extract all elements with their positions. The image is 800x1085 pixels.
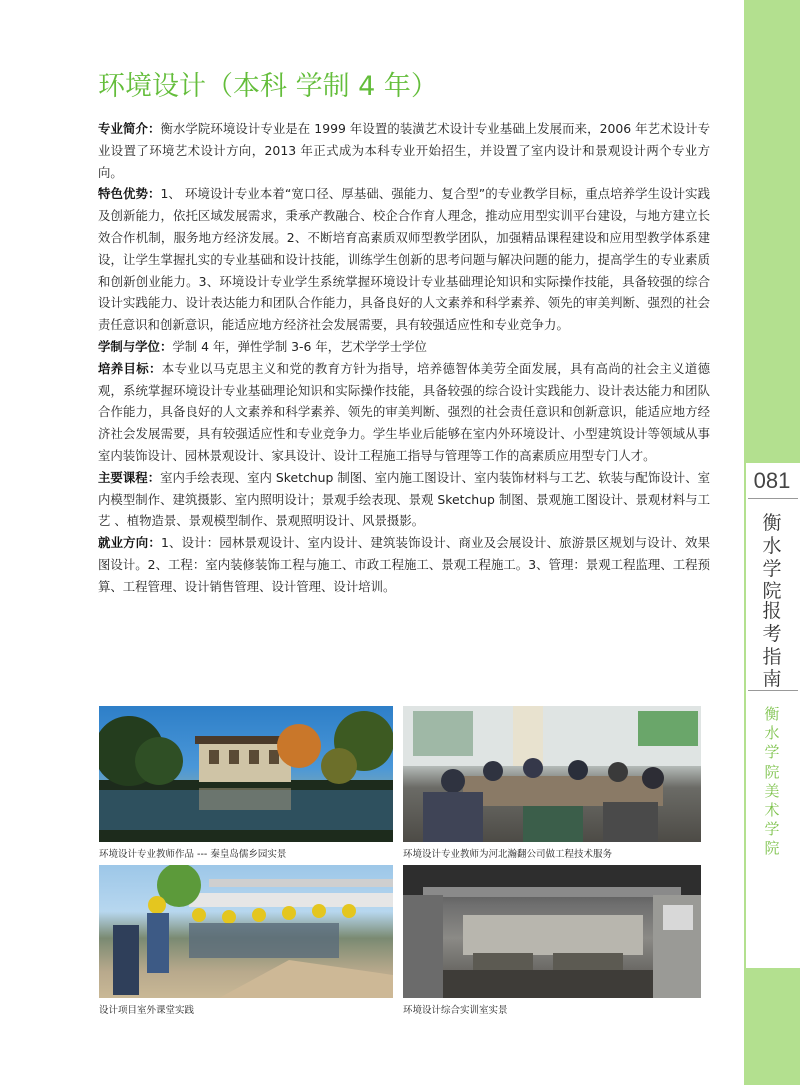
outdoor-illustration [99, 865, 393, 998]
page-number: 081 [753, 468, 791, 493]
meeting-illustration [403, 706, 701, 842]
section-label: 就业方向： [98, 535, 161, 551]
sidebar-char: 指 [762, 645, 782, 668]
photo-outdoor-class [99, 865, 393, 998]
sidebar-char: 水 [762, 534, 782, 557]
sidebar-char: 水 [764, 724, 780, 743]
section-label: 培养目标： [98, 360, 162, 376]
landscape-illustration [99, 706, 393, 842]
body-text [98, 118, 710, 598]
section-degree [98, 336, 710, 358]
sidebar-char: 美 [764, 781, 780, 800]
photo-caption: 环境设计综合实训室实景 [403, 1005, 508, 1016]
sidebar-char: 院 [764, 762, 780, 781]
sidebar-divider [748, 690, 798, 691]
section-label: 专业简介： [98, 121, 161, 136]
sidebar-divider [748, 498, 798, 499]
sidebar-char: 学 [764, 820, 780, 839]
section-careers [98, 532, 710, 597]
section-intro [98, 118, 710, 183]
sidebar-green-band-top [744, 0, 800, 463]
sidebar-guide-label [744, 600, 800, 691]
sidebar-char: 学 [762, 557, 782, 580]
photo-meeting-room [403, 706, 701, 842]
section-label: 特色优势： [98, 186, 161, 202]
sidebar [744, 0, 800, 1085]
sidebar-char: 衡 [764, 705, 780, 723]
section-text: 室内手绘表现、室内 Sketchup 制图、室内施工图设计、室内装饰材料与工艺、软装与配饰设计、室内模型制作、建筑摄影、室内照明设计；景观手绘表现、景观 Sketchup 制图、景观施工图设计、景观材料与工艺 、植物造景、景观模型制作、景观照明设计、风景摄影。 [98, 469, 711, 529]
sidebar-char: 院 [762, 580, 782, 603]
section-text: 学制 4 年，弹性学制 3-6 年，艺术学学士学位 [172, 338, 427, 354]
sidebar-char: 院 [764, 839, 780, 858]
sidebar-char: 考 [762, 622, 782, 645]
sidebar-school-name [744, 512, 800, 603]
section-label: 学制与学位： [98, 338, 173, 354]
section-label: 主要课程： [98, 469, 161, 485]
sidebar-green-band-bottom [744, 968, 800, 1085]
photo-training-lab [403, 865, 701, 998]
sidebar-char: 术 [764, 800, 780, 819]
page-title: 环境设计（本科 学制 4 年） [98, 71, 438, 102]
sidebar-char: 衡 [762, 512, 782, 534]
lab-illustration [403, 865, 701, 998]
section-text: 衡水学院环境设计专业是在 1999 年设置的装潢艺术设计专业基础上发展而来，2006 年艺术设计专业设置了环境艺术设计方向，2013 年正式成为本科专业开始招生，并设置了室内设计和景观设计两个专业方向。 [98, 121, 710, 180]
section-features [98, 183, 710, 336]
section-text: 本专业以马克思主义和党的教育方针为指导，培养德智体美劳全面发展，具有高尚的社会主义道德观，系统掌握环境设计专业基础理论知识和实际操作技能，具备较强的综合设计实践能力、设计表达能力和团队合作能力，具备良好的人文素养和科学素养、领先的审美判断、强烈的社会责任意识和创新意识，能适应地方经济社会发展需要，具有较强适应性和专业竞争力。学生毕业后能够在室内外环境设计、小型建筑设计等领域从事室内装饰设计、园林景观设计、家具设计、设计工程施工指导与管理等工作的高素质应用型专门人才。 [98, 360, 711, 463]
photo-caption: 环境设计专业教师作品 --- 秦皇岛儒乡园实景 [99, 849, 287, 860]
sidebar-char: 南 [762, 668, 782, 691]
section-text: 1、 环境设计专业本着“宽口径、厚基础、强能力、复合型”的专业教学目标，重点培养学生设计实践及创新能力，依托区域发展需求，秉承产教融合、校企合作育人理念，推动应用型实训平台建设，与地方建立长效合作机制，服务地方经济发展。2、不断培育高素质双师型教学团队，加强精品课程建设和应用型教学体系建设，让学生掌握扎实的专业基础和设计技能，训练学生创新的思考问题与解决问题的能力，提高学生的专业素质和创新创业能力。3、环境设计专业学生系统掌握环境设计专业基础理论知识和实际操作技能，具备较强的综合设计实践能力、设计表达能力和团队合作能力，具备良好的人文素养和科学素养、领先的审美判断、强烈的社会责任意识和创新意识，能适应地方经济社会发展需要，具有较强适应性和专业竞争力。 [98, 186, 710, 333]
sidebar-char: 学 [764, 743, 780, 762]
section-courses [98, 467, 710, 532]
sidebar-college-name [744, 705, 800, 859]
sidebar-char: 报 [762, 600, 782, 622]
section-text: 1、设计：园林景观设计、室内设计、建筑装饰设计、商业及会展设计、旅游景区规划与设计、效果图设计。2、工程：室内装修装饰工程与施工、市政工程施工、景观工程施工。3、管理：景观工程监理、工程预算、工程管理、设计销售管理、设计管理、设计培训。 [98, 535, 711, 594]
section-goals [98, 358, 710, 467]
photo-caption: 环境设计专业教师为河北瀚翻公司做工程技术服务 [403, 849, 613, 860]
photo-pavilion-landscape [99, 706, 393, 842]
photo-caption: 设计项目室外课堂实践 [99, 1005, 195, 1016]
